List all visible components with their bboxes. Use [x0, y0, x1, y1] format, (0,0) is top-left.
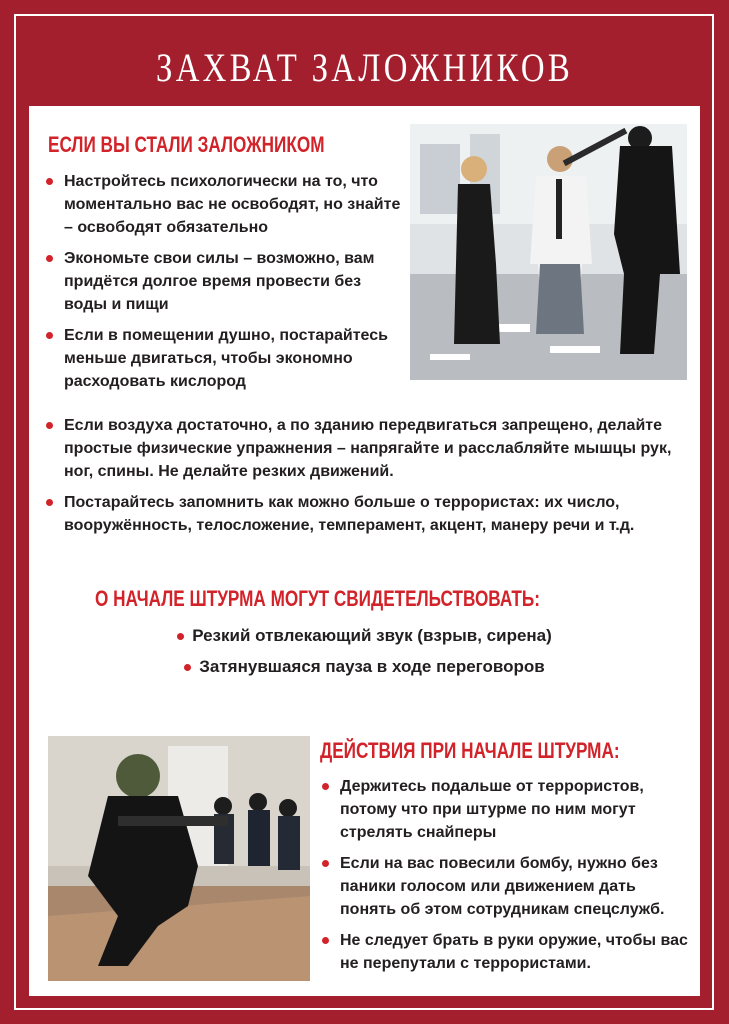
assault-signs-list: [0, 620, 729, 682]
bullet-icon: [177, 633, 184, 640]
section-heading-assault-signs: О НАЧАЛЕ ШТУРМА МОГУТ СВИДЕТЕЛЬСТВОВАТЬ:: [95, 586, 540, 611]
bullet-icon: [46, 178, 53, 185]
list-item: Экономьте свои силы – возможно, вам придётся долгое время провести без воды и пищи: [44, 247, 404, 316]
section-heading-hostage: ЕСЛИ ВЫ СТАЛИ ЗАЛОЖНИКОМ: [48, 132, 325, 157]
list-item: Резкий отвлекающий звук (взрыв, сирена): [0, 620, 729, 651]
bullet-icon: [46, 332, 53, 339]
section-heading-assault-actions: ДЕЙСТВИЯ ПРИ НАЧАЛЕ ШТУРМА:: [320, 738, 620, 763]
list-item: Если на вас повесили бомбу, нужно без паники голосом или движением дать понять об этом сотрудникам спецслужб.: [320, 852, 690, 921]
bullet-icon: [322, 783, 329, 790]
special-forces-illustration: [48, 736, 310, 981]
hostage-tips-wide-list: [44, 414, 684, 545]
hostage-tips-list: [44, 170, 404, 401]
poster-title: ЗАХВАТ ЗАЛОЖНИКОВ: [155, 45, 574, 90]
bullet-icon: [322, 860, 329, 867]
assault-actions-list: [320, 775, 690, 983]
bullet-icon: [184, 664, 191, 671]
bullet-icon: [46, 422, 53, 429]
bullet-icon: [322, 937, 329, 944]
list-item: Затянувшаяся пауза в ходе переговоров: [0, 651, 729, 682]
list-item: Если в помещении душно, постарайтесь меньше двигаться, чтобы экономно расходовать кислород: [44, 324, 404, 393]
list-item: Не следует брать в руки оружие, чтобы вас не перепутали с террористами.: [320, 929, 690, 975]
special-forces-photo: [48, 736, 310, 981]
hostage-photo: [410, 124, 687, 380]
bullet-icon: [46, 499, 53, 506]
list-item: Постарайтесь запомнить как можно больше о террористах: их число, вооружённость, телосложение, темперамент, акцент, манеру речи и т.д.: [44, 491, 684, 537]
hostage-illustration: [410, 124, 687, 380]
bullet-icon: [46, 255, 53, 262]
list-item: Держитесь подальше от террористов, потому что при штурме по ним могут стрелять снайперы: [320, 775, 690, 844]
list-item: Если воздуха достаточно, а по зданию передвигаться запрещено, делайте простые физические упражнения – напрягайте и расслабляйте мышцы рук, ног, спины. Не делайте резких движений.: [44, 414, 684, 483]
list-item: Настройтесь психологически на то, что моментально вас не освободят, но знайте – освободят обязательно: [44, 170, 404, 239]
